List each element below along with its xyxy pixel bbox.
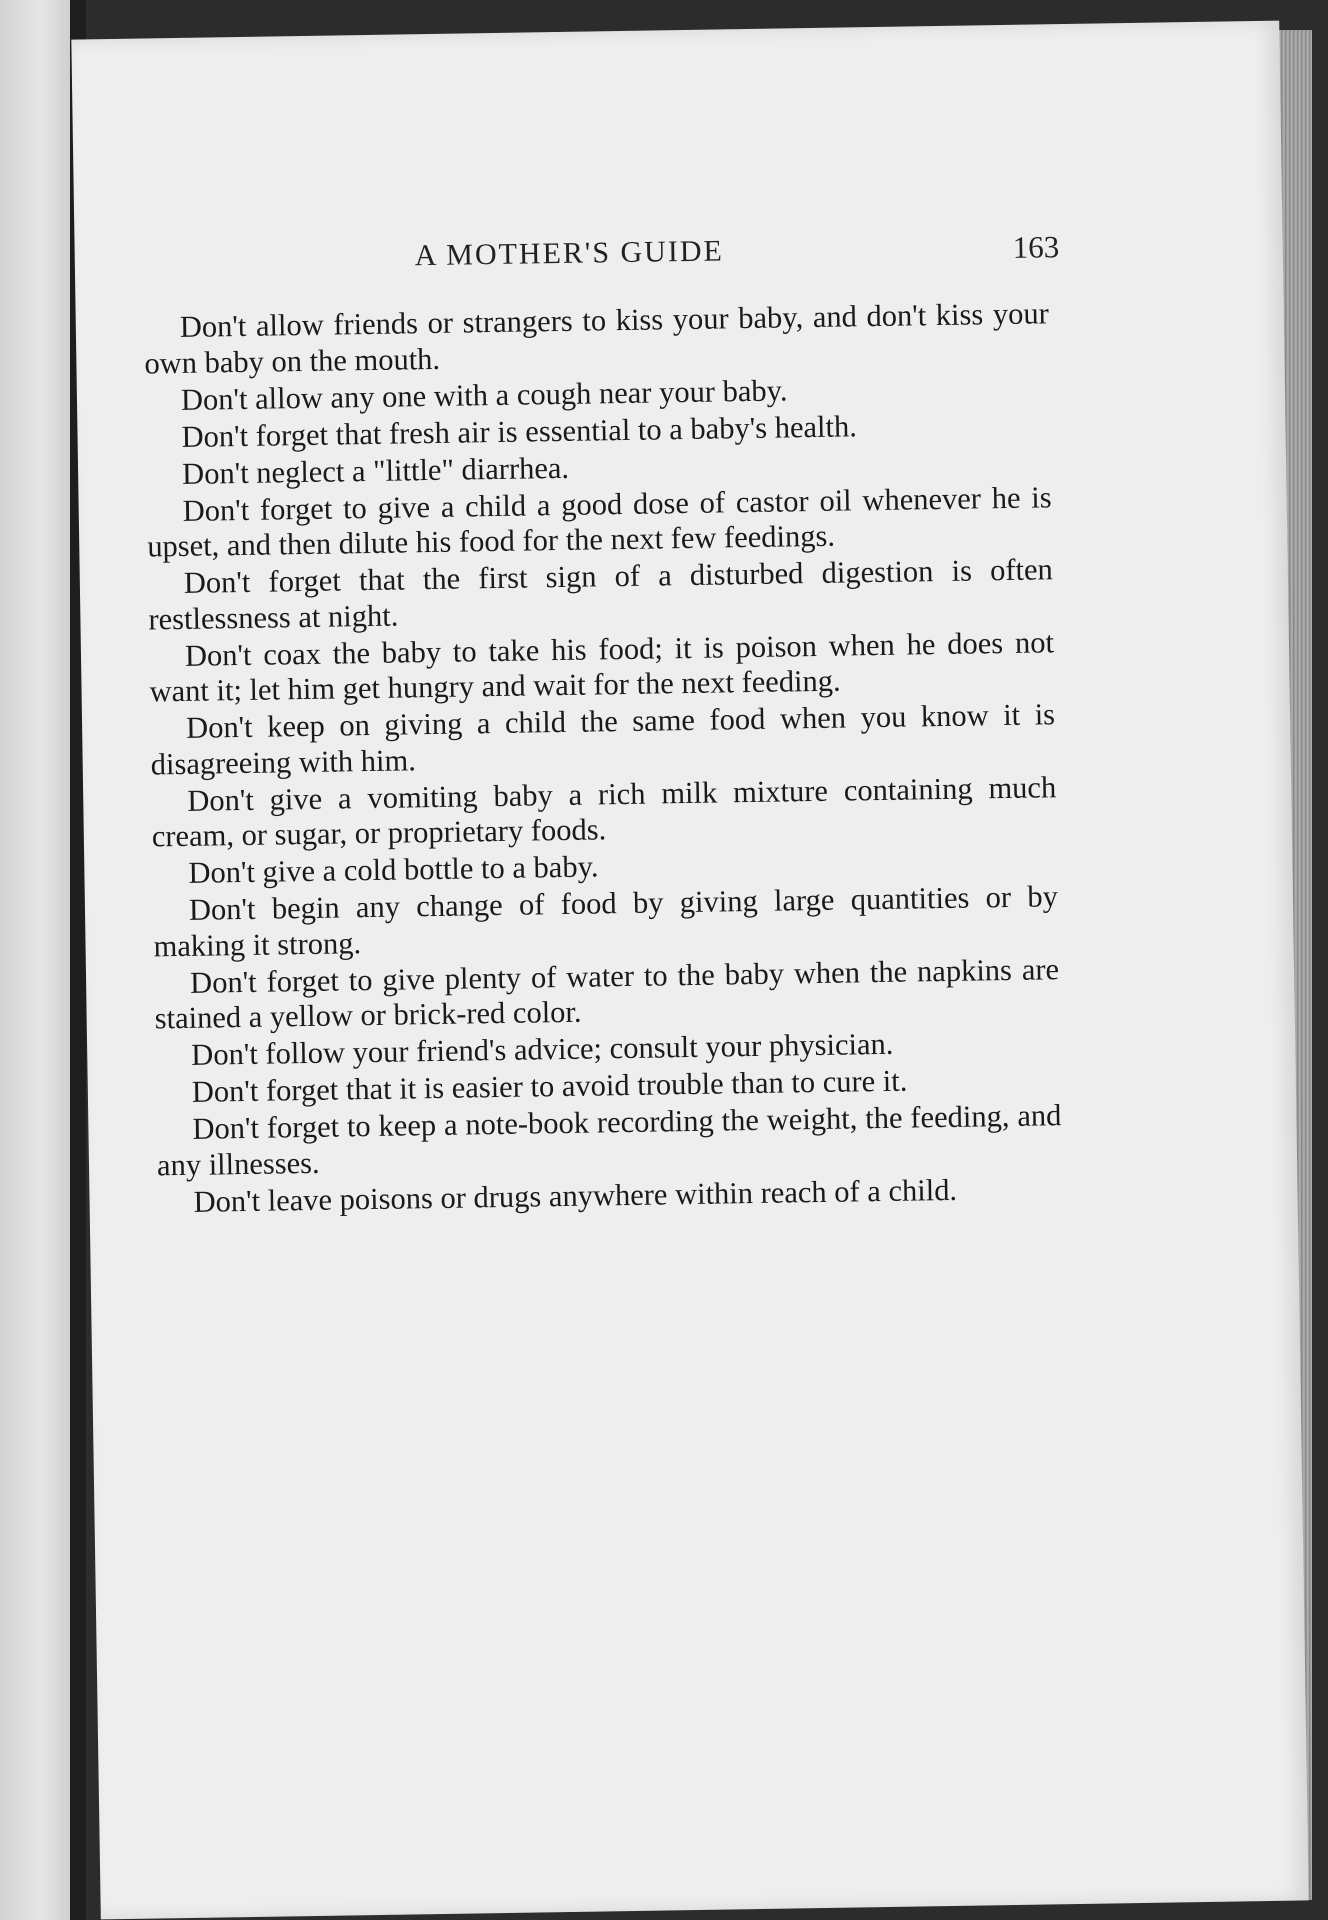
facing-page-edge bbox=[0, 0, 70, 1920]
page-body-text bbox=[144, 296, 1063, 1222]
page-number: 163 bbox=[1012, 229, 1060, 265]
paragraph-cough: Don't allow any one with a cough near your baby. bbox=[180, 372, 788, 417]
running-head: A MOTHER'S GUIDE bbox=[414, 234, 725, 273]
paragraph-same-food: Don't keep on giving a child the same food when you know it is disagreeing with him. bbox=[150, 697, 1056, 781]
paragraph-food-change: Don't begin any change of food by giving large quantities or by making it strong. bbox=[153, 879, 1059, 963]
paragraph-castor-oil: Don't forget to give a child a good dose of castor oil whenever he is upset, and then dilute his food for the next few feedings. bbox=[147, 479, 1052, 564]
book-page bbox=[71, 21, 1308, 1920]
page-header bbox=[75, 226, 1283, 285]
paragraph-note-book: Don't forget to keep a note-book recording the weight, the feeding, and any illnesses. bbox=[156, 1098, 1062, 1182]
paragraph-diarrhea: Don't neglect a "little" diarrhea. bbox=[181, 450, 570, 491]
paragraph-poisons: Don't leave poisons or drugs anywhere within reach of a child. bbox=[193, 1172, 958, 1219]
paragraph-kissing: Don't allow friends or strangers to kiss your baby, and don't kiss your own baby on the mouth. bbox=[144, 296, 1049, 380]
paragraph-restlessness: Don't forget that the first sign of a disturbed digestion is often restlessness at night. bbox=[148, 552, 1054, 636]
paragraph-water: Don't forget to give plenty of water to the baby when the napkins are stained a yellow or brick-red color. bbox=[154, 951, 1060, 1036]
paragraph-avoid-trouble: Don't forget that it is easier to avoid trouble than to cure it. bbox=[191, 1063, 908, 1109]
paragraph-coaxing: Don't coax the baby to take his food; it is poison when he does not want it; let him get hungry and wait for the next feeding. bbox=[149, 624, 1055, 709]
paragraph-vomiting: Don't give a vomiting baby a rich milk mixture containing much cream, or sugar, or proprietary foods. bbox=[151, 769, 1057, 854]
paragraph-cold-bottle: Don't give a cold bottle to a baby. bbox=[188, 849, 599, 890]
paragraph-fresh-air: Don't forget that fresh air is essential to a baby's health. bbox=[181, 408, 858, 454]
paragraph-advice: Don't follow your friend's advice; consult your physician. bbox=[191, 1026, 894, 1072]
